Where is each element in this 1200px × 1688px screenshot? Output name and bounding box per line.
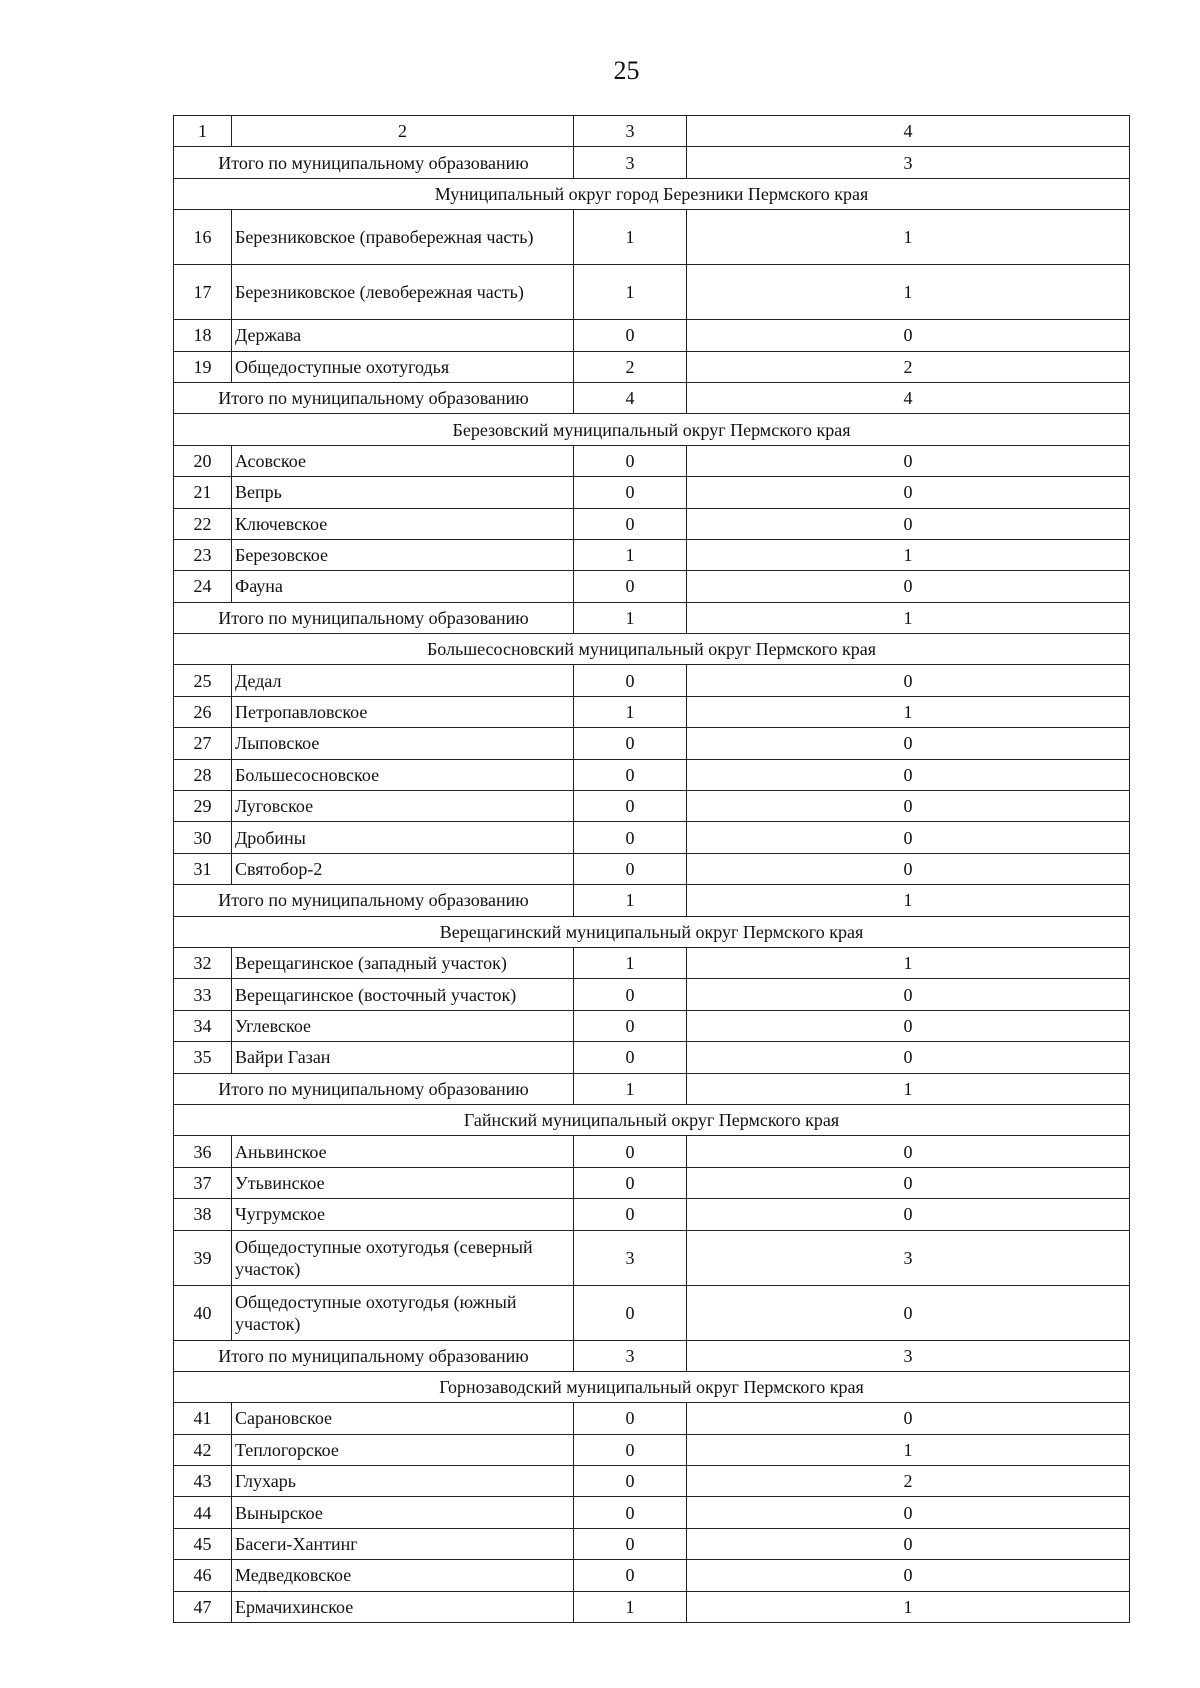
hunting-ground-name: Общедоступные охотугодья (южный участок)	[232, 1285, 574, 1340]
hunting-ground-name: Большесосновское	[232, 759, 574, 790]
value-col3: 0	[574, 853, 687, 884]
row-number: 27	[174, 728, 232, 759]
value-col4: 2	[687, 1466, 1130, 1497]
hunting-ground-name: Верещагинское (восточный участок)	[232, 979, 574, 1010]
value-col3: 0	[574, 445, 687, 476]
total-label: Итого по муниципальному образованию	[174, 602, 574, 633]
hunting-ground-name: Ермачихинское	[232, 1591, 574, 1622]
value-col3: 0	[574, 791, 687, 822]
hunting-ground-name: Басеги-Хантинг	[232, 1528, 574, 1559]
section-title: Муниципальный округ город Березники Пермского края	[174, 178, 1130, 209]
hunting-ground-name: Фауна	[232, 571, 574, 602]
total-label: Итого по муниципальному образованию	[174, 382, 574, 413]
hunting-ground-name: Березовское	[232, 539, 574, 570]
value-col4: 1	[687, 947, 1130, 978]
total-value-col4: 1	[687, 602, 1130, 633]
table-row	[174, 1528, 1130, 1559]
table-body	[174, 116, 1130, 1623]
table-row	[174, 1136, 1130, 1167]
row-number: 23	[174, 539, 232, 570]
value-col3: 0	[574, 1285, 687, 1340]
value-col4: 0	[687, 1167, 1130, 1198]
table-row	[174, 1199, 1130, 1230]
hunting-ground-name: Березниковское (правобережная часть)	[232, 210, 574, 265]
value-col3: 0	[574, 728, 687, 759]
row-number: 24	[174, 571, 232, 602]
row-number: 41	[174, 1403, 232, 1434]
hunting-ground-name: Общедоступные охотугодья	[232, 351, 574, 382]
value-col3: 0	[574, 1010, 687, 1041]
hunting-ground-name: Лыповское	[232, 728, 574, 759]
table-row	[174, 1403, 1130, 1434]
value-col4: 0	[687, 853, 1130, 884]
value-col3: 0	[574, 508, 687, 539]
table-row	[174, 1560, 1130, 1591]
table-row	[174, 445, 1130, 476]
hunting-ground-name: Ключевское	[232, 508, 574, 539]
hunting-ground-name: Общедоступные охотугодья (северный участок)	[232, 1230, 574, 1285]
hunting-ground-name: Вайри Газан	[232, 1042, 574, 1073]
hunting-grounds-table	[173, 115, 1130, 1623]
total-label: Итого по муниципальному образованию	[174, 885, 574, 916]
section-row	[174, 634, 1130, 665]
value-col4: 0	[687, 728, 1130, 759]
column-number-row	[174, 116, 1130, 147]
value-col3: 0	[574, 1136, 687, 1167]
total-value-col3: 3	[574, 147, 687, 178]
total-row	[174, 147, 1130, 178]
value-col3: 2	[574, 351, 687, 382]
row-number: 26	[174, 696, 232, 727]
section-row	[174, 1104, 1130, 1135]
value-col3: 1	[574, 1591, 687, 1622]
row-number: 28	[174, 759, 232, 790]
table-row	[174, 1497, 1130, 1528]
row-number: 17	[174, 265, 232, 320]
section-title: Березовский муниципальный округ Пермского края	[174, 414, 1130, 445]
table-row	[174, 1466, 1130, 1497]
total-value-col3: 1	[574, 1073, 687, 1104]
hunting-ground-name: Сарановское	[232, 1403, 574, 1434]
value-col3: 0	[574, 822, 687, 853]
row-number: 20	[174, 445, 232, 476]
total-value-col3: 1	[574, 885, 687, 916]
table-row	[174, 853, 1130, 884]
value-col3: 0	[574, 1560, 687, 1591]
table-row	[174, 1230, 1130, 1285]
table-row	[174, 1042, 1130, 1073]
row-number: 33	[174, 979, 232, 1010]
hunting-ground-name: Дедал	[232, 665, 574, 696]
total-value-col3: 1	[574, 602, 687, 633]
hunting-ground-name: Аньвинское	[232, 1136, 574, 1167]
total-label: Итого по муниципальному образованию	[174, 1073, 574, 1104]
total-label: Итого по муниципальному образованию	[174, 147, 574, 178]
value-col3: 0	[574, 1042, 687, 1073]
value-col4: 1	[687, 696, 1130, 727]
value-col4: 0	[687, 508, 1130, 539]
value-col4: 0	[687, 1560, 1130, 1591]
hunting-ground-name: Петропавловское	[232, 696, 574, 727]
value-col4: 0	[687, 1403, 1130, 1434]
section-title: Горнозаводский муниципальный округ Пермского края	[174, 1371, 1130, 1402]
row-number: 38	[174, 1199, 232, 1230]
value-col3: 0	[574, 979, 687, 1010]
hunting-ground-name: Глухарь	[232, 1466, 574, 1497]
value-col4: 1	[687, 265, 1130, 320]
total-value-col4: 3	[687, 147, 1130, 178]
row-number: 39	[174, 1230, 232, 1285]
hunting-ground-name: Утьвинское	[232, 1167, 574, 1198]
hunting-ground-name: Верещагинское (западный участок)	[232, 947, 574, 978]
row-number: 29	[174, 791, 232, 822]
value-col4: 0	[687, 1042, 1130, 1073]
total-value-col4: 1	[687, 885, 1130, 916]
value-col3: 0	[574, 320, 687, 351]
total-row	[174, 382, 1130, 413]
table-row	[174, 947, 1130, 978]
value-col3: 1	[574, 947, 687, 978]
table-row	[174, 265, 1130, 320]
column-number-4: 4	[687, 116, 1130, 147]
value-col3: 0	[574, 1167, 687, 1198]
row-number: 35	[174, 1042, 232, 1073]
table-row	[174, 822, 1130, 853]
hunting-ground-name: Углевское	[232, 1010, 574, 1041]
hunting-ground-name: Березниковское (левобережная часть)	[232, 265, 574, 320]
section-title: Большесосновский муниципальный округ Пермского края	[174, 634, 1130, 665]
value-col4: 0	[687, 822, 1130, 853]
table-row	[174, 571, 1130, 602]
value-col4: 0	[687, 445, 1130, 476]
total-row	[174, 1340, 1130, 1371]
value-col3: 1	[574, 539, 687, 570]
hunting-ground-name: Асовское	[232, 445, 574, 476]
hunting-ground-name: Теплогорское	[232, 1434, 574, 1465]
column-number-1: 1	[174, 116, 232, 147]
table-row	[174, 1285, 1130, 1340]
column-number-3: 3	[574, 116, 687, 147]
value-col4: 0	[687, 665, 1130, 696]
row-number: 46	[174, 1560, 232, 1591]
value-col4: 0	[687, 979, 1130, 1010]
hunting-ground-name: Святобор-2	[232, 853, 574, 884]
value-col3: 3	[574, 1230, 687, 1285]
row-number: 16	[174, 210, 232, 265]
row-number: 43	[174, 1466, 232, 1497]
row-number: 45	[174, 1528, 232, 1559]
value-col3: 0	[574, 665, 687, 696]
total-value-col3: 4	[574, 382, 687, 413]
value-col3: 0	[574, 759, 687, 790]
value-col4: 0	[687, 571, 1130, 602]
value-col3: 1	[574, 265, 687, 320]
value-col3: 0	[574, 1466, 687, 1497]
section-title: Гайнский муниципальный округ Пермского края	[174, 1104, 1130, 1135]
table-row	[174, 728, 1130, 759]
section-title: Верещагинский муниципальный округ Пермского края	[174, 916, 1130, 947]
row-number: 31	[174, 853, 232, 884]
row-number: 40	[174, 1285, 232, 1340]
value-col3: 0	[574, 477, 687, 508]
page-number: 25	[613, 56, 640, 85]
total-value-col3: 3	[574, 1340, 687, 1371]
table-row	[174, 508, 1130, 539]
row-number: 47	[174, 1591, 232, 1622]
hunting-ground-name: Держава	[232, 320, 574, 351]
total-value-col4: 1	[687, 1073, 1130, 1104]
hunting-ground-name: Дробины	[232, 822, 574, 853]
table-row	[174, 351, 1130, 382]
row-number: 32	[174, 947, 232, 978]
section-row	[174, 414, 1130, 445]
value-col3: 0	[574, 1403, 687, 1434]
row-number: 34	[174, 1010, 232, 1041]
value-col4: 0	[687, 1199, 1130, 1230]
value-col4: 0	[687, 1528, 1130, 1559]
value-col4: 1	[687, 539, 1130, 570]
row-number: 44	[174, 1497, 232, 1528]
section-row	[174, 916, 1130, 947]
value-col4: 1	[687, 1434, 1130, 1465]
value-col4: 0	[687, 1136, 1130, 1167]
total-value-col4: 4	[687, 382, 1130, 413]
value-col3: 1	[574, 210, 687, 265]
row-number: 22	[174, 508, 232, 539]
value-col4: 0	[687, 477, 1130, 508]
table-row	[174, 210, 1130, 265]
hunting-ground-name: Вепрь	[232, 477, 574, 508]
value-col4: 0	[687, 1285, 1130, 1340]
table-row	[174, 320, 1130, 351]
value-col4: 0	[687, 1010, 1130, 1041]
hunting-ground-name: Чугрумское	[232, 1199, 574, 1230]
row-number: 36	[174, 1136, 232, 1167]
value-col4: 0	[687, 791, 1130, 822]
column-number-2: 2	[232, 116, 574, 147]
total-row	[174, 1073, 1130, 1104]
total-value-col4: 3	[687, 1340, 1130, 1371]
table-row	[174, 759, 1130, 790]
table-row	[174, 477, 1130, 508]
table-row	[174, 696, 1130, 727]
row-number: 37	[174, 1167, 232, 1198]
value-col3: 0	[574, 1497, 687, 1528]
row-number: 19	[174, 351, 232, 382]
value-col4: 0	[687, 759, 1130, 790]
value-col4: 3	[687, 1230, 1130, 1285]
table-row	[174, 791, 1130, 822]
value-col3: 0	[574, 1199, 687, 1230]
table-row	[174, 1591, 1130, 1622]
section-row	[174, 178, 1130, 209]
hunting-ground-name: Луговское	[232, 791, 574, 822]
table-row	[174, 1434, 1130, 1465]
value-col4: 0	[687, 1497, 1130, 1528]
table-row	[174, 1167, 1130, 1198]
value-col4: 1	[687, 1591, 1130, 1622]
value-col3: 0	[574, 1528, 687, 1559]
table-row	[174, 1010, 1130, 1041]
hunting-ground-name: Медведковское	[232, 1560, 574, 1591]
table-row	[174, 539, 1130, 570]
value-col3: 0	[574, 571, 687, 602]
value-col4: 1	[687, 210, 1130, 265]
row-number: 42	[174, 1434, 232, 1465]
table-row	[174, 979, 1130, 1010]
total-label: Итого по муниципальному образованию	[174, 1340, 574, 1371]
value-col4: 2	[687, 351, 1130, 382]
total-row	[174, 602, 1130, 633]
total-row	[174, 885, 1130, 916]
table-row	[174, 665, 1130, 696]
row-number: 25	[174, 665, 232, 696]
value-col4: 0	[687, 320, 1130, 351]
row-number: 21	[174, 477, 232, 508]
row-number: 30	[174, 822, 232, 853]
value-col3: 1	[574, 696, 687, 727]
value-col3: 0	[574, 1434, 687, 1465]
hunting-ground-name: Вынырское	[232, 1497, 574, 1528]
section-row	[174, 1371, 1130, 1402]
row-number: 18	[174, 320, 232, 351]
